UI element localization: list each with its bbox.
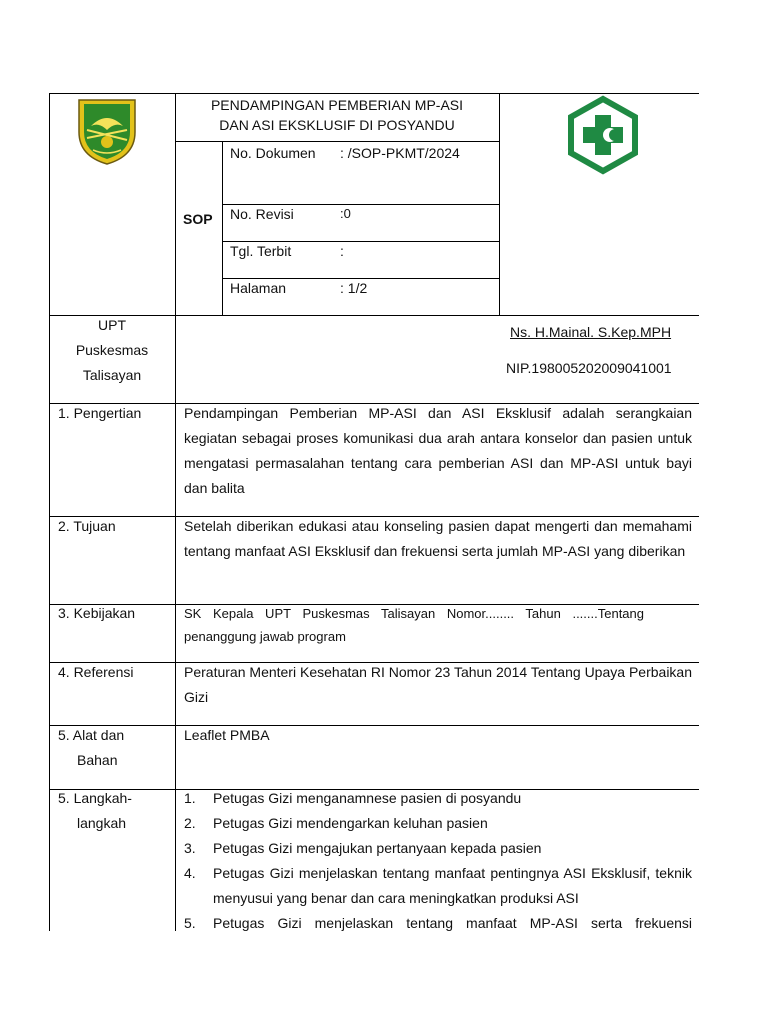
regency-emblem-icon — [73, 96, 141, 166]
section-text-alat: Leaflet PMBA — [184, 727, 270, 743]
field-label-no-dokumen: No. Dokumen — [230, 145, 316, 161]
field-value-halaman: : 1/2 — [340, 280, 368, 296]
step-number: 3. — [184, 840, 196, 856]
step-number: 4. — [184, 865, 196, 881]
step-number: 5. — [184, 915, 196, 931]
row-divider-5 — [49, 725, 699, 726]
step-text: Petugas Gizi mendengarkan keluhan pasien — [213, 815, 488, 831]
step-text: Petugas Gizi menjelaskan tentang manfaat pentingnya ASI Eksklusif, teknik menyusui yang benar dan cara meningkatkan produksi ASI — [213, 865, 692, 906]
section-label-alat-line1: 5. Alat dan — [58, 727, 125, 743]
field-value-no-dokumen: : /SOP-PKMT/2024 — [340, 145, 460, 161]
org-line3: Talisayan — [82, 367, 142, 383]
step-text: Petugas Gizi menganamnese pasien di posyandu — [213, 790, 522, 806]
table-border-top — [49, 93, 699, 94]
step-text: Petugas Gizi mengajukan pertanyaan kepada pasien — [213, 840, 542, 856]
sop-divider — [222, 141, 223, 315]
signer-nip: NIP.198005202009041001 — [506, 360, 672, 376]
column-divider — [175, 93, 176, 931]
document-title-line2: DAN ASI EKSKLUSIF DI POSYANDU — [219, 117, 455, 133]
step-text: Petugas Gizi menjelaskan tentang manfaat MP-ASI serta frekuensi — [213, 915, 692, 931]
section-label-langkah-line1: 5. Langkah- — [58, 790, 132, 806]
step-number: 2. — [184, 815, 196, 831]
table-border-left — [49, 93, 50, 931]
section-label-langkah-line2: langkah — [77, 815, 127, 831]
document-title-line1: PENDAMPINGAN PEMBERIAN MP-ASI — [210, 97, 464, 113]
section-label-pengertian: 1. Pengertian — [58, 405, 142, 421]
section-text-referensi: Peraturan Menteri Kesehatan RI Nomor 23 Tahun 2014 Tentang Upaya Perbaikan Gizi — [184, 664, 692, 705]
logo-column-divider — [499, 93, 500, 315]
section-text-kebijakan: SK Kepala UPT Puskesmas Talisayan Nomor........ Tahun .......Tentang penanggung jawab program — [184, 606, 644, 644]
section-label-referensi: 4. Referensi — [58, 664, 134, 680]
step-number: 1. — [184, 790, 196, 806]
section-label-kebijakan: 3. Kebijakan — [58, 605, 136, 621]
section-label-alat-line2: Bahan — [77, 752, 118, 768]
signer-name: Ns. H.Mainal. S.Kep.MPH — [510, 324, 672, 340]
field-value-no-revisi: :0 — [340, 206, 351, 221]
field-label-tgl-terbit: Tgl. Terbit — [230, 243, 292, 259]
field-label-no-revisi: No. Revisi — [230, 206, 294, 222]
section-text-pengertian: Pendampingan Pemberian MP-ASI dan ASI Eksklusif adalah serangkaian kegiatan sebagai proses komunikasi dua arah antara konselor dan pasien untuk mengatasi permasalahan tentang cara pemberian ASI dan MP-ASI untuk bayi dan balita — [184, 405, 692, 496]
org-line2: Puskesmas — [75, 342, 149, 358]
field-value-tgl-terbit: : — [340, 243, 344, 259]
org-line1: UPT — [98, 317, 126, 333]
section-label-tujuan: 2. Tujuan — [58, 518, 116, 534]
section-text-tujuan: Setelah diberikan edukasi atau konseling pasien dapat mengerti dan memahami tentang manfaat ASI Eksklusif dan frekuensi serta jumlah MP-ASI yang diberikan — [184, 518, 692, 559]
sop-label: SOP — [183, 211, 213, 227]
puskesmas-logo-icon — [565, 95, 641, 175]
field-label-halaman: Halaman — [230, 280, 287, 296]
